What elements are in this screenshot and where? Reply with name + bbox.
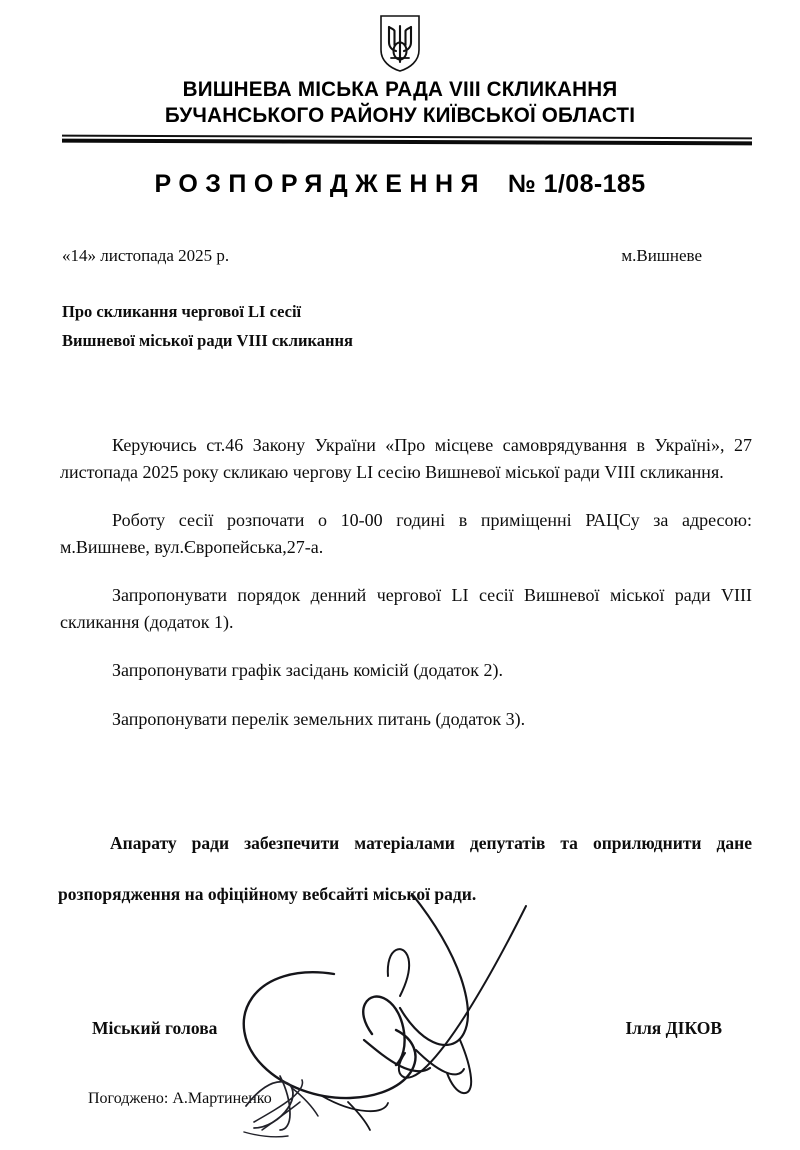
date-place-row (62, 246, 702, 266)
handwritten-signature-mayor (230, 890, 530, 1140)
approved-by-line: Погоджено: А.Мартиненко (88, 1090, 272, 1107)
subject-line-2: Вишневої міської ради VIII скликання (62, 331, 353, 350)
body-paragraph: Керуючись ст.46 Закону України «Про місцеве самоврядування в Україні», 27 листопада 2025 року скликаю чергову LI сесію Вишневої міської ради VIII скликання. (60, 435, 752, 482)
body-paragraph: Запропонувати порядок денний чергової LI сесії Вишневої міської ради VIII скликання (додаток 1). (60, 585, 752, 632)
ukrainian-trident-icon (377, 14, 423, 72)
header-divider (62, 135, 752, 145)
signatory-title: Міський голова (92, 1018, 218, 1038)
subject-line-1: Про скликання чергової LI сесії (62, 302, 302, 321)
signatory-name: Ілля ДІКОВ (625, 1018, 722, 1038)
organization-line-2: БУЧАНСЬКОГО РАЙОНУ КИЇВСЬКОЇ ОБЛАСТІ (164, 103, 636, 127)
organization-line-1: ВИШНЕВА МІСЬКА РАДА VIII СКЛИКАННЯ (182, 77, 618, 101)
signature-row (92, 1018, 722, 1039)
document-type: РОЗПОРЯДЖЕННЯ (154, 170, 487, 198)
emblem-container (0, 14, 800, 77)
document-place: м.Вишневе (621, 246, 702, 265)
body-paragraph: Запропонувати графік засідань комісій (додаток 2). (112, 660, 503, 680)
document-body (60, 432, 752, 732)
organization-header (0, 76, 800, 128)
directive-paragraph: Апарату ради забезпечити матеріалами депутатів та оприлюднити дане розпорядження на офіційному вебсайті міської ради. (58, 833, 752, 904)
document-title-row (0, 170, 800, 199)
document-number: № 1/08-185 (508, 170, 646, 198)
body-paragraph: Запропонувати перелік земельних питань (додаток 3). (112, 708, 526, 729)
document-subject (62, 297, 522, 355)
document-date: «14» листопада 2025 р. (62, 246, 230, 265)
body-paragraph: Роботу сесії розпочати о 10-00 годині в приміщенні РАЦСу за адресою: м.Вишневе, вул.Європейська,27-а. (60, 510, 752, 557)
